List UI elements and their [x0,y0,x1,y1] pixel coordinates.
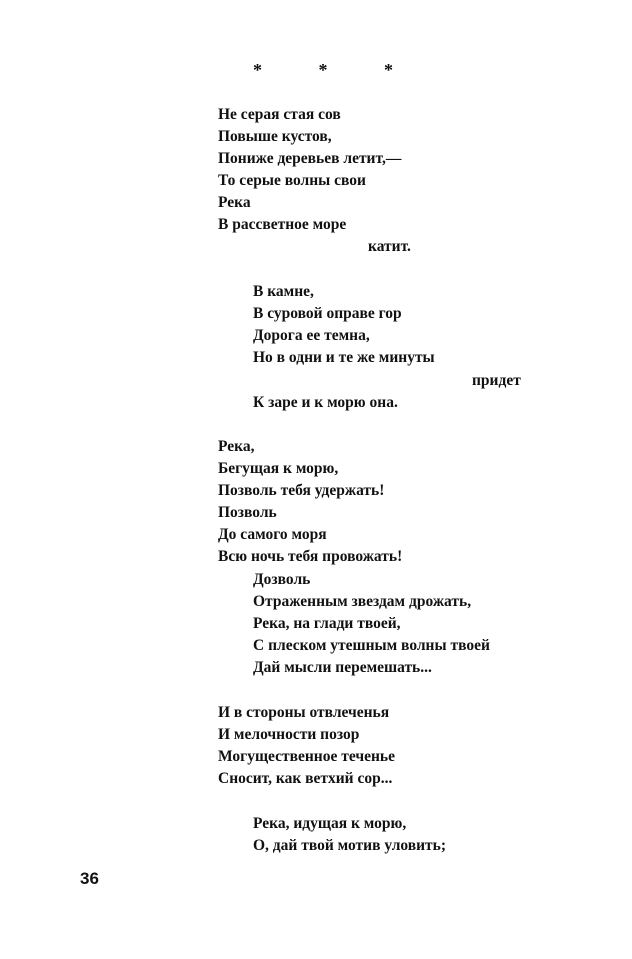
poem-line: Дорога ее темна, [253,327,370,344]
poem-line: Позволь [218,504,277,521]
poem-line: С плеском утешным волны твоей [253,637,490,654]
poem-line: В камне, [253,283,314,300]
poem-line: Река, на глади твоей, [253,615,401,632]
poem-line: Бегущая к морю, [218,460,339,477]
poem-line: То серые волны свои [218,172,366,189]
poem-line: И в стороны отвлеченья [218,704,390,721]
poem-line: Река [218,194,251,211]
poem-line: Дай мысли перемешать... [253,659,432,676]
poem-line: Не серая стая сов [218,106,341,123]
poem-line: Река, идущая к морю, [253,815,407,832]
poem-line: До самого моря [218,526,327,543]
page-number: 36 [80,869,99,888]
section-ornament: * * * [253,60,419,80]
poem-line: В рассветное море [218,216,347,233]
poem-line: Отраженным звездам дрожать, [253,593,472,610]
poem-line: Могущественное теченье [218,748,395,765]
poem-line: Позволь тебя удержать! [218,482,385,499]
poem-line: Но в одни и те же минуты [253,349,435,366]
poem-line: Всю ночь тебя провожать! [218,548,403,565]
poem-line: К заре и к морю она. [253,394,398,411]
poem-line: Пониже деревьев летит,— [218,150,402,167]
poem-line: Река, [218,438,255,455]
poem-line: Повыше кустов, [218,128,332,145]
poem-line: Сносит, как ветхий сор... [218,770,393,787]
poem-line: придет [472,372,521,389]
poem-line: катит. [368,238,411,255]
poem-line: В суровой оправе гор [253,305,402,322]
poem-line: И мелочности позор [218,726,360,743]
poem-line: О, дай твой мотив уловить; [253,837,447,854]
poem-line: Дозволь [253,571,311,588]
